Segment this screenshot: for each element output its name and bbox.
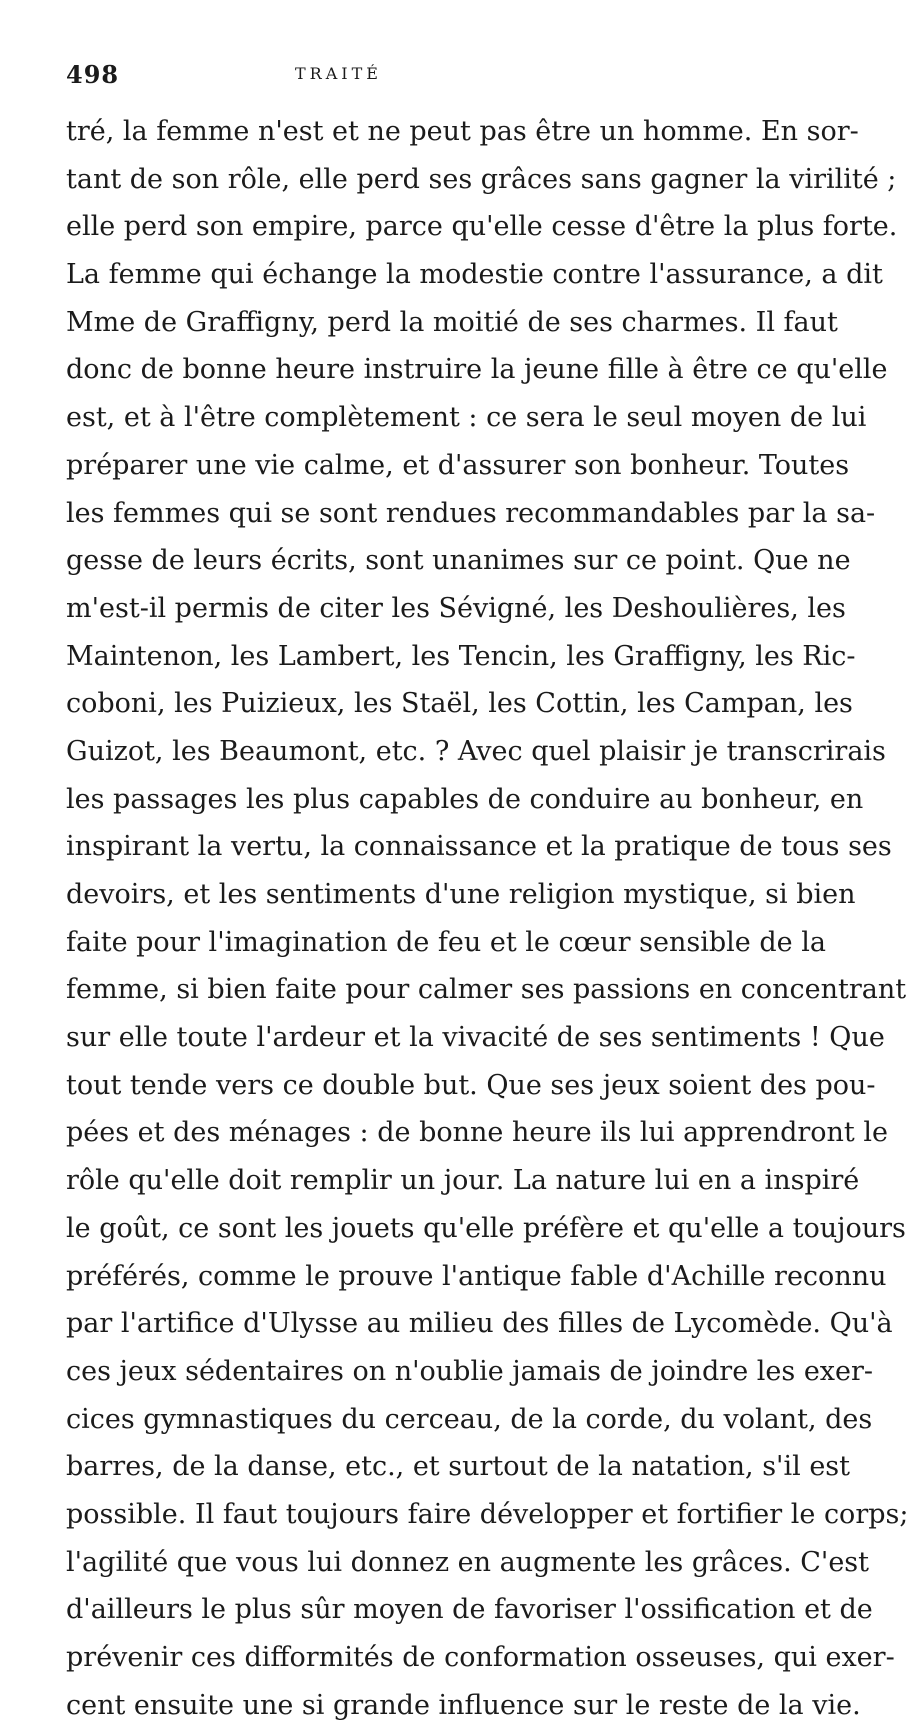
- text-line: barres, de la danse, etc., et surtout de la natation, s'il est: [66, 1451, 851, 1483]
- text-line: donc de bonne heure instruire la jeune fille à être ce qu'elle: [66, 354, 888, 386]
- text-line: Guizot, les Beaumont, etc. ? Avec quel plaisir je transcrirais: [66, 735, 886, 767]
- text-line: prévenir ces difformités de conformation osseuses, qui exer-: [66, 1642, 895, 1673]
- text-line: Mme de Graffigny, perd la moitié de ses charmes. Il faut: [66, 306, 838, 338]
- running-head: [0, 60, 801, 100]
- text-line: rôle qu'elle doit remplir un jour. La nature lui en a inspiré: [66, 1165, 860, 1197]
- text-line: l'agilité que vous lui donnez en augmente les grâces. C'est: [66, 1546, 869, 1578]
- text-line: tant de son rôle, elle perd ses grâces sans gagner la virilité ;: [66, 163, 897, 195]
- text-line: m'est-il permis de citer les Sévigné, les Deshoulières, les: [66, 592, 846, 624]
- text-line: coboni, les Puizieux, les Staël, les Cottin, les Campan, les: [66, 688, 853, 720]
- text-line: d'ailleurs le plus sûr moyen de favoriser l'ossification et de: [66, 1594, 873, 1626]
- text-line: inspirant la vertu, la connaissance et la pratique de tous ses: [66, 831, 892, 863]
- text-line: les femmes qui se sont rendues recommandables par la sa-: [66, 497, 876, 529]
- text-line: par l'artifice d'Ulysse au milieu des filles de Lycomède. Qu'à: [66, 1308, 893, 1340]
- text-line: cent ensuite une si grande influence sur le reste de la vie.: [66, 1689, 861, 1721]
- text-line: elle perd son empire, parce qu'elle cesse d'être la plus forte.: [66, 211, 898, 243]
- text-line: devoirs, et les sentiments d'une religion mystique, si bien: [66, 879, 856, 910]
- text-line: préférés, comme le prouve l'antique fable d'Achille reconnu: [66, 1260, 887, 1292]
- text-line: le goût, ce sont les jouets qu'elle préfère et qu'elle a toujours: [66, 1212, 906, 1244]
- text-line: gesse de leurs écrits, sont unanimes sur ce point. Que ne: [66, 545, 851, 577]
- text-line: possible. Il faut toujours faire développer et fortifier le corps;: [66, 1498, 908, 1530]
- text-line: La femme qui échange la modestie contre l'assurance, a dit: [66, 259, 883, 291]
- text-line: femme, si bien faite pour calmer ses passions en concentrant: [66, 974, 907, 1006]
- text-line: préparer une vie calme, et d'assurer son bonheur. Toutes: [66, 449, 850, 481]
- text-line: faite pour l'imagination de feu et le cœur sensible de la: [66, 926, 826, 958]
- text-line: ces jeux sédentaires on n'oublie jamais de joindre les exer-: [66, 1355, 874, 1387]
- text-line: tout tende vers ce double but. Que ses jeux soient des pou-: [66, 1069, 876, 1101]
- text-line: sur elle toute l'ardeur et la vivacité de ses sentiments ! Que: [66, 1022, 885, 1054]
- body-text: [66, 108, 908, 1729]
- running-title: TRAITÉ: [295, 64, 382, 83]
- text-line: les passages les plus capables de conduire au bonheur, en: [66, 783, 864, 815]
- text-line: cices gymnastiques du cerceau, de la corde, du volant, des: [66, 1403, 873, 1435]
- text-line: pées et des ménages : de bonne heure ils lui apprendront le: [66, 1117, 888, 1149]
- text-line: tré, la femme n'est et ne peut pas être un homme. En sor-: [66, 116, 859, 147]
- text-line: Maintenon, les Lambert, les Tencin, les Graffigny, les Ric-: [66, 640, 856, 672]
- text-line: est, et à l'être complètement : ce sera le seul moyen de lui: [66, 402, 867, 434]
- page-number: 498: [66, 60, 120, 89]
